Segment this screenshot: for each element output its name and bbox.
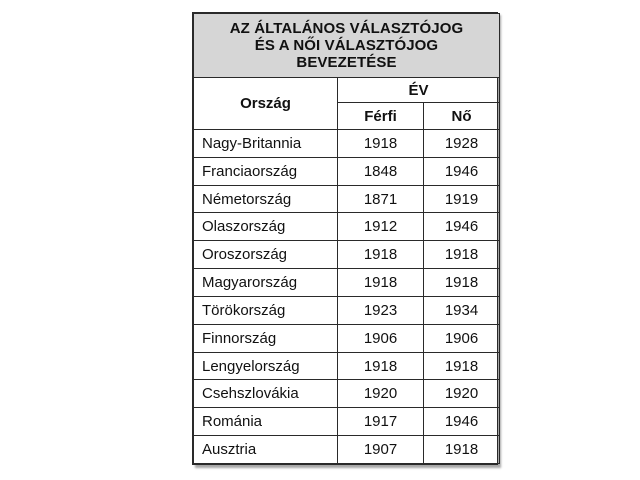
table-row xyxy=(194,185,500,213)
country-cell: Lengyelország xyxy=(194,352,338,380)
female-year-cell: 1928 xyxy=(424,130,500,158)
female-year-cell: 1946 xyxy=(424,213,500,241)
country-cell: Oroszország xyxy=(194,241,338,269)
male-year-cell: 1917 xyxy=(338,408,424,436)
female-year-cell: 1946 xyxy=(424,408,500,436)
country-cell: Franciaország xyxy=(194,157,338,185)
female-year-cell: 1946 xyxy=(424,157,500,185)
male-year-cell: 1912 xyxy=(338,213,424,241)
table-row xyxy=(194,324,500,352)
suffrage-table xyxy=(193,13,500,464)
male-year-cell: 1906 xyxy=(338,324,424,352)
male-year-cell: 1848 xyxy=(338,157,424,185)
table-row xyxy=(194,130,500,158)
header-male: Férfi xyxy=(338,103,424,130)
male-year-cell: 1920 xyxy=(338,380,424,408)
table-title-line-2: ÉS A NŐI VÁLASZTÓJOG xyxy=(254,37,439,54)
suffrage-table-frame xyxy=(192,12,498,465)
table-row xyxy=(194,408,500,436)
female-year-cell: 1918 xyxy=(424,352,500,380)
table-row xyxy=(194,352,500,380)
country-cell: Ausztria xyxy=(194,436,338,464)
female-year-cell: 1906 xyxy=(424,324,500,352)
table-row xyxy=(194,269,500,297)
header-country: Ország xyxy=(194,78,338,130)
country-cell: Törökország xyxy=(194,296,338,324)
table-title-line-1: AZ ÁLTALÁNOS VÁLASZTÓJOG xyxy=(229,20,464,37)
female-year-cell: 1918 xyxy=(424,241,500,269)
female-year-cell: 1918 xyxy=(424,269,500,297)
table-row xyxy=(194,436,500,464)
male-year-cell: 1907 xyxy=(338,436,424,464)
male-year-cell: 1923 xyxy=(338,296,424,324)
country-cell: Olaszország xyxy=(194,213,338,241)
female-year-cell: 1919 xyxy=(424,185,500,213)
country-cell: Csehszlovákia xyxy=(194,380,338,408)
country-cell: Nagy-Britannia xyxy=(194,130,338,158)
header-year: ÉV xyxy=(338,78,500,103)
table-row xyxy=(194,157,500,185)
female-year-cell: 1934 xyxy=(424,296,500,324)
male-year-cell: 1918 xyxy=(338,130,424,158)
table-title-line-3: BEVEZETÉSE xyxy=(296,54,397,71)
header-female: Nő xyxy=(424,103,500,130)
male-year-cell: 1918 xyxy=(338,269,424,297)
country-cell: Finnország xyxy=(194,324,338,352)
table-row xyxy=(194,296,500,324)
table-row xyxy=(194,213,500,241)
male-year-cell: 1918 xyxy=(338,241,424,269)
male-year-cell: 1918 xyxy=(338,352,424,380)
female-year-cell: 1918 xyxy=(424,436,500,464)
female-year-cell: 1920 xyxy=(424,380,500,408)
country-cell: Magyarország xyxy=(194,269,338,297)
country-cell: Németország xyxy=(194,185,338,213)
table-row xyxy=(194,380,500,408)
country-cell: Románia xyxy=(194,408,338,436)
table-title xyxy=(194,14,500,78)
male-year-cell: 1871 xyxy=(338,185,424,213)
table-row xyxy=(194,241,500,269)
